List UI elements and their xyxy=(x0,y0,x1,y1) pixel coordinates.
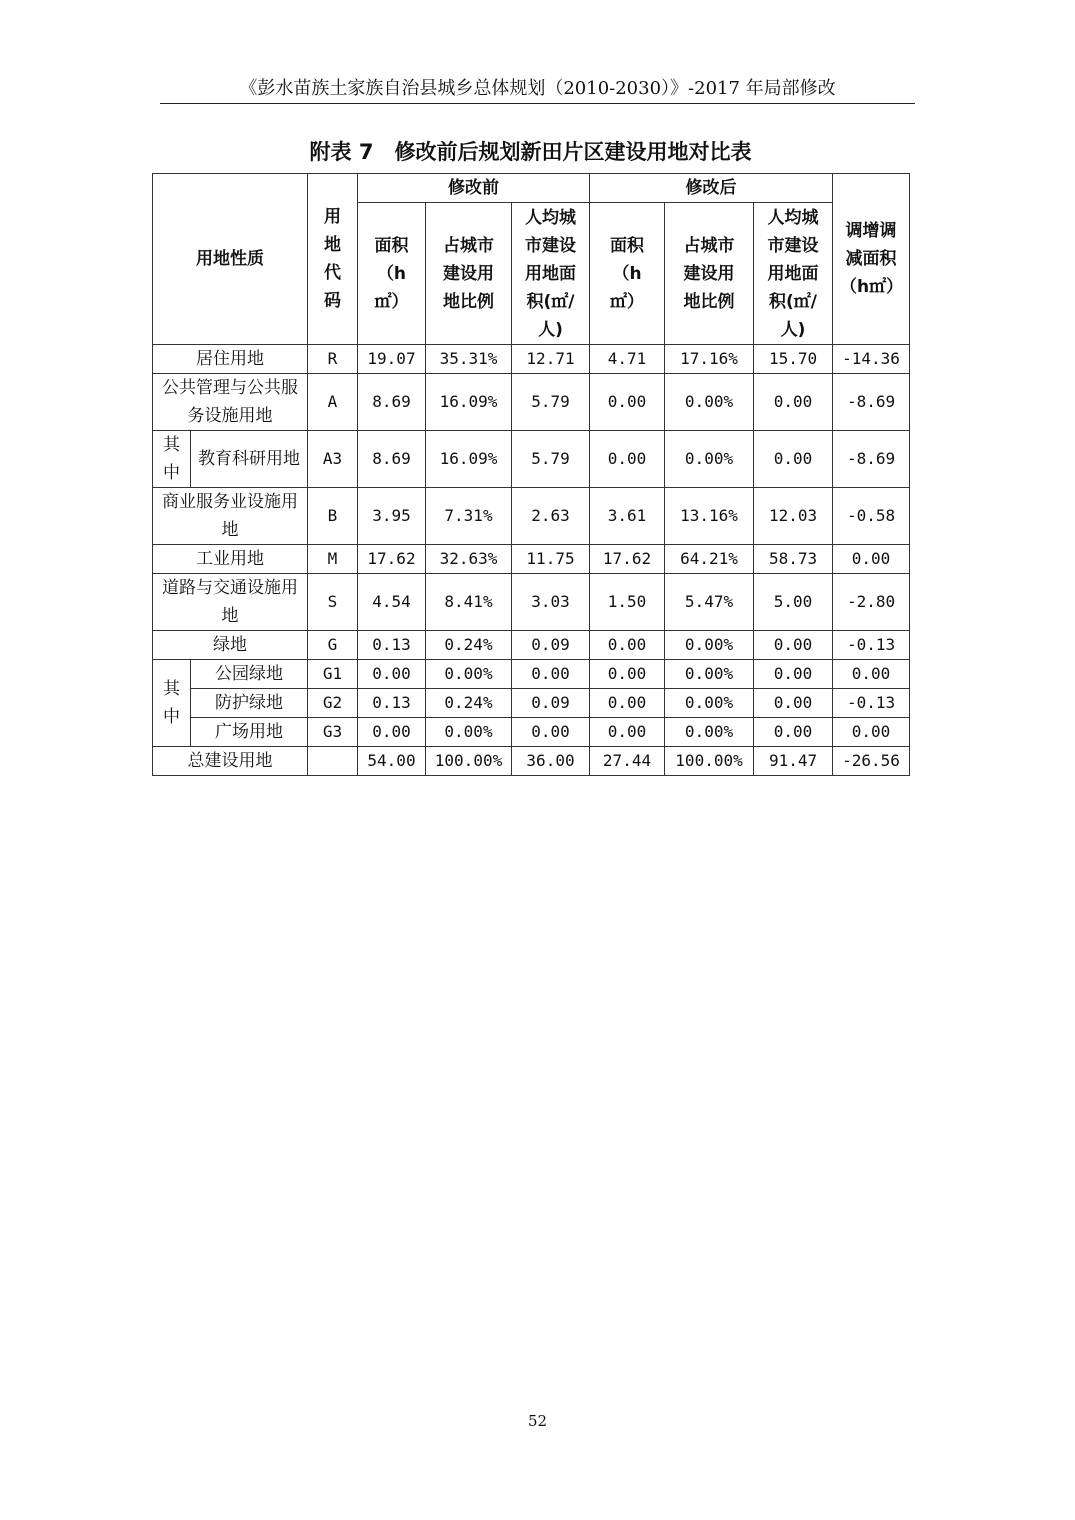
land-code: M xyxy=(308,545,358,574)
before-area: 19.07 xyxy=(358,345,426,374)
after-per-capita: 0.00 xyxy=(754,660,833,689)
after-ratio: 64.21% xyxy=(665,545,754,574)
land-code: G1 xyxy=(308,660,358,689)
before-area: 4.54 xyxy=(358,574,426,631)
before-per-capita: 12.71 xyxy=(512,345,590,374)
land-code: G2 xyxy=(308,689,358,718)
after-ratio: 0.00% xyxy=(665,660,754,689)
header-land-code-text: 用地代码 xyxy=(323,207,341,311)
before-ratio: 35.31% xyxy=(426,345,512,374)
table-row xyxy=(153,545,910,574)
table-row xyxy=(153,631,910,660)
after-per-capita: 0.00 xyxy=(754,718,833,747)
after-per-capita: 12.03 xyxy=(754,488,833,545)
table-row xyxy=(153,574,910,631)
after-per-capita: 58.73 xyxy=(754,545,833,574)
before-per-capita: 3.03 xyxy=(512,574,590,631)
after-area: 3.61 xyxy=(590,488,665,545)
before-per-capita: 2.63 xyxy=(512,488,590,545)
land-code: B xyxy=(308,488,358,545)
adjust-area: 0.00 xyxy=(833,718,910,747)
header-adjust-text: 调增调减面积（h㎡） xyxy=(840,221,904,297)
header-land-nature: 用地性质 xyxy=(153,174,308,345)
after-area: 0.00 xyxy=(590,374,665,431)
land-name xyxy=(153,488,308,545)
adjust-area: -26.56 xyxy=(833,747,910,776)
land-name: 总建设用地 xyxy=(153,747,308,776)
before-per-capita: 0.00 xyxy=(512,660,590,689)
land-use-comparison-table xyxy=(152,173,910,776)
page-header: 《彭水苗族土家族自治县城乡总体规划（2010-2030）》-2017 年局部修改 xyxy=(239,78,836,99)
header-after-ratio xyxy=(665,203,754,345)
header-after-ratio-text: 占城市建设用地比例 xyxy=(683,235,735,312)
after-per-capita: 91.47 xyxy=(754,747,833,776)
before-area: 0.00 xyxy=(358,718,426,747)
before-per-capita: 36.00 xyxy=(512,747,590,776)
after-per-capita: 0.00 xyxy=(754,631,833,660)
after-per-capita: 5.00 xyxy=(754,574,833,631)
before-per-capita: 0.09 xyxy=(512,631,590,660)
land-name xyxy=(153,574,308,631)
land-name-text: 公共管理与公共服务设施用地 xyxy=(162,378,298,426)
land-name: 工业用地 xyxy=(153,545,308,574)
before-ratio: 7.31% xyxy=(426,488,512,545)
after-ratio: 0.00% xyxy=(665,374,754,431)
after-area: 17.62 xyxy=(590,545,665,574)
before-area: 54.00 xyxy=(358,747,426,776)
after-ratio: 5.47% xyxy=(665,574,754,631)
land-code: A xyxy=(308,374,358,431)
land-code: A3 xyxy=(308,431,358,488)
after-area: 0.00 xyxy=(590,431,665,488)
adjust-area: 0.00 xyxy=(833,545,910,574)
table-row xyxy=(153,689,910,718)
after-ratio: 0.00% xyxy=(665,718,754,747)
header-before-area xyxy=(358,203,426,345)
table-row-total xyxy=(153,747,910,776)
before-ratio: 16.09% xyxy=(426,374,512,431)
adjust-area: -0.58 xyxy=(833,488,910,545)
before-per-capita: 11.75 xyxy=(512,545,590,574)
land-name-text: 教育科研用地 xyxy=(198,449,300,469)
header-before-ratio xyxy=(426,203,512,345)
after-area: 1.50 xyxy=(590,574,665,631)
header-after-per-capita-text: 人均城市建设用地面积(㎡/人) xyxy=(767,207,819,340)
adjust-area: -14.36 xyxy=(833,345,910,374)
land-name: 居住用地 xyxy=(153,345,308,374)
land-code: S xyxy=(308,574,358,631)
before-per-capita: 5.79 xyxy=(512,431,590,488)
after-per-capita: 0.00 xyxy=(754,431,833,488)
after-ratio: 0.00% xyxy=(665,631,754,660)
adjust-area: -0.13 xyxy=(833,689,910,718)
land-name-text: 道路与交通设施用地 xyxy=(162,578,298,626)
table-row xyxy=(153,345,910,374)
header-after-group: 修改后 xyxy=(590,174,833,203)
adjust-area: -8.69 xyxy=(833,374,910,431)
before-per-capita: 0.00 xyxy=(512,718,590,747)
after-area: 0.00 xyxy=(590,660,665,689)
subgroup-label-text: 其中 xyxy=(162,679,180,727)
subgroup-label-text: 其中 xyxy=(162,435,180,483)
header-after-per-capita xyxy=(754,203,833,345)
after-area: 0.00 xyxy=(590,689,665,718)
land-name xyxy=(153,374,308,431)
before-ratio: 8.41% xyxy=(426,574,512,631)
land-name: 绿地 xyxy=(153,631,308,660)
before-ratio: 0.24% xyxy=(426,689,512,718)
before-ratio: 0.00% xyxy=(426,660,512,689)
adjust-area: -8.69 xyxy=(833,431,910,488)
land-code xyxy=(308,747,358,776)
after-area: 0.00 xyxy=(590,631,665,660)
header-before-group: 修改前 xyxy=(358,174,590,203)
header-before-area-text: 面积（h㎡） xyxy=(374,235,409,312)
header-adjust xyxy=(833,174,910,345)
before-area: 17.62 xyxy=(358,545,426,574)
before-per-capita: 0.09 xyxy=(512,689,590,718)
adjust-area: -0.13 xyxy=(833,631,910,660)
land-name: 防护绿地 xyxy=(191,689,308,718)
after-per-capita: 15.70 xyxy=(754,345,833,374)
before-per-capita: 5.79 xyxy=(512,374,590,431)
land-code: G3 xyxy=(308,718,358,747)
adjust-area: -2.80 xyxy=(833,574,910,631)
after-ratio: 17.16% xyxy=(665,345,754,374)
before-ratio: 16.09% xyxy=(426,431,512,488)
header-after-area xyxy=(590,203,665,345)
land-code: R xyxy=(308,345,358,374)
after-ratio: 100.00% xyxy=(665,747,754,776)
adjust-area: 0.00 xyxy=(833,660,910,689)
before-area: 0.00 xyxy=(358,660,426,689)
header-divider xyxy=(160,103,915,104)
header-land-code xyxy=(308,174,358,345)
table-title: 附表 7 修改前后规划新田片区建设用地对比表 xyxy=(309,140,752,164)
after-per-capita: 0.00 xyxy=(754,374,833,431)
after-ratio: 13.16% xyxy=(665,488,754,545)
table-row xyxy=(153,718,910,747)
land-name-text: 商业服务业设施用地 xyxy=(162,492,298,540)
header-before-per-capita xyxy=(512,203,590,345)
table-row xyxy=(153,488,910,545)
table-row xyxy=(153,431,910,488)
after-ratio: 0.00% xyxy=(665,431,754,488)
before-ratio: 32.63% xyxy=(426,545,512,574)
header-before-per-capita-text: 人均城市建设用地面积(㎡/人) xyxy=(525,207,576,340)
table-row xyxy=(153,660,910,689)
after-area: 0.00 xyxy=(590,718,665,747)
land-name: 广场用地 xyxy=(191,718,308,747)
before-ratio: 0.24% xyxy=(426,631,512,660)
before-area: 8.69 xyxy=(358,431,426,488)
land-name: 公园绿地 xyxy=(191,660,308,689)
before-area: 3.95 xyxy=(358,488,426,545)
subgroup-label xyxy=(153,431,191,488)
after-area: 27.44 xyxy=(590,747,665,776)
header-before-ratio-text: 占城市建设用地比例 xyxy=(443,235,494,312)
before-area: 0.13 xyxy=(358,689,426,718)
header-after-area-text: 面积（h㎡） xyxy=(610,235,645,312)
land-name xyxy=(191,431,308,488)
before-area: 0.13 xyxy=(358,631,426,660)
table-row xyxy=(153,374,910,431)
before-area: 8.69 xyxy=(358,374,426,431)
after-ratio: 0.00% xyxy=(665,689,754,718)
before-ratio: 100.00% xyxy=(426,747,512,776)
subgroup-label xyxy=(153,660,191,747)
page-number: 52 xyxy=(527,1412,548,1430)
land-code: G xyxy=(308,631,358,660)
after-per-capita: 0.00 xyxy=(754,689,833,718)
before-ratio: 0.00% xyxy=(426,718,512,747)
after-area: 4.71 xyxy=(590,345,665,374)
